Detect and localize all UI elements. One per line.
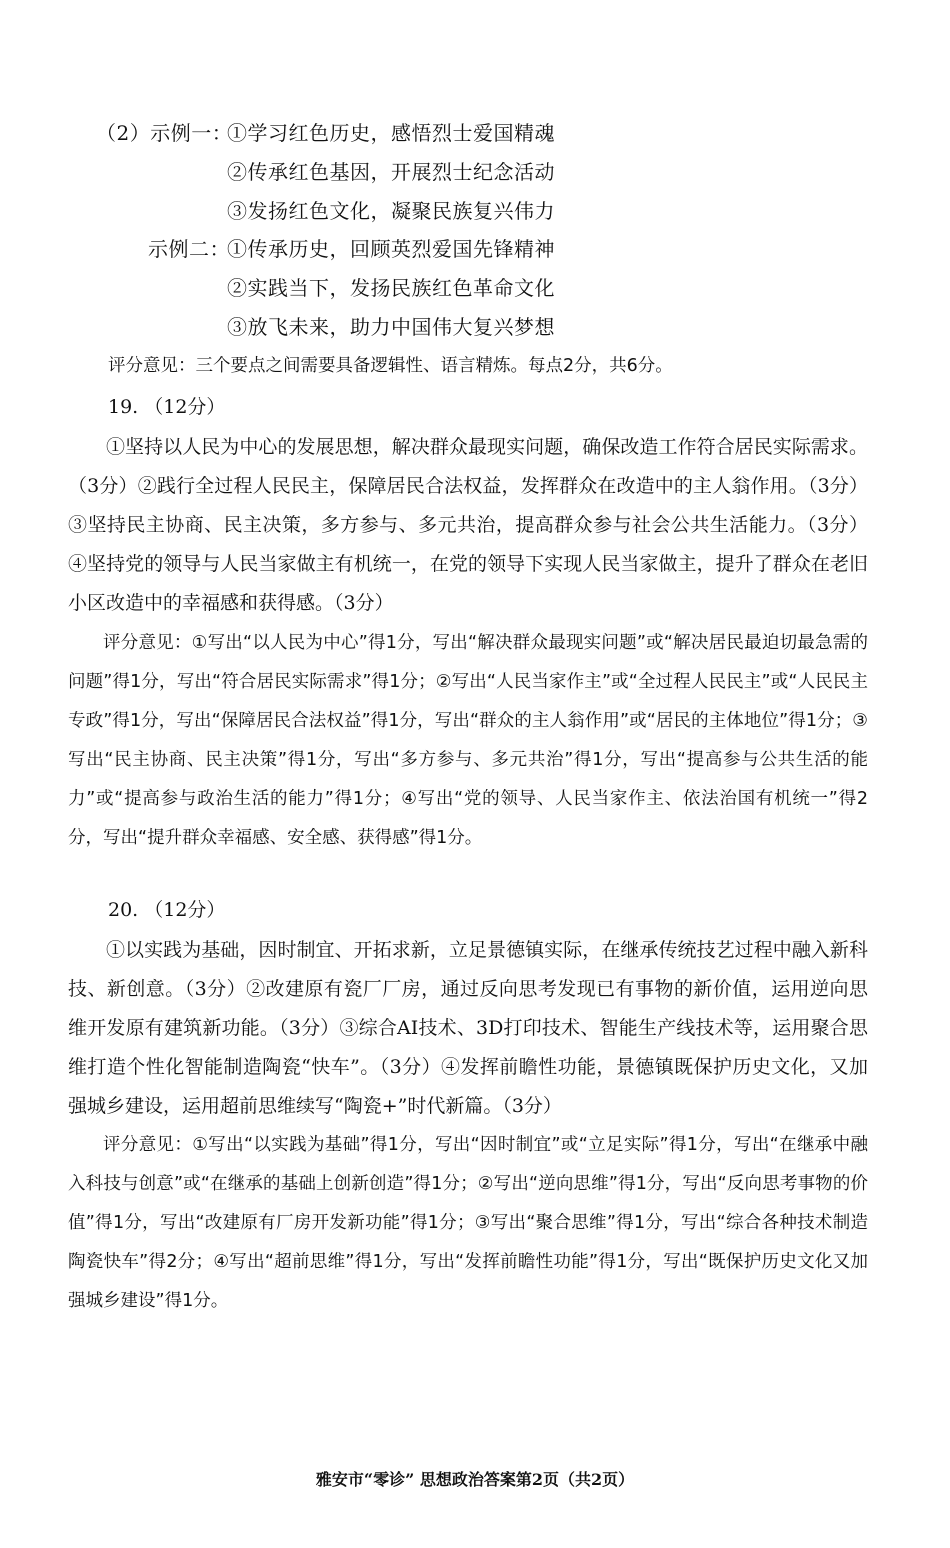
- part2-label2: 示例二：: [148, 237, 230, 261]
- page-footer: 雅安市“零诊” 思想政治答案第2页（共2页）: [315, 1470, 635, 1489]
- example1-item-2: ②传承红色基因，开展烈士纪念活动: [227, 160, 555, 184]
- q19-answer: ①坚持以人民为中心的发展思想，解决群众最现实问题，确保改造工作符合居民实际需求。（3分）②践行全过程人民民主，保障居民合法权益，发挥群众在改造中的主人翁作用。（3分）③坚持民主协商、民主决策，多方参与、多元共治，提高群众参与社会公共生活能力。（3分）④坚持党的领导与人民当家做主有机统一，在党的领导下实现人民当家做主，提升了群众在老旧小区改造中的幸福感和获得感。（3分）: [68, 436, 868, 614]
- q19-heading: 19. （12分）: [108, 396, 226, 418]
- example1-item-3: ③发扬红色文化，凝聚民族复兴伟力: [227, 199, 555, 223]
- q20-scoring: 评分意见：①写出“以实践为基础”得1分，写出“因时制宜”或“立足实际”得1分，写出“在继承中融入科技与创意”或“在继承的基础上创新创造”得1分；②写出“逆向思维”得1分，写出“反向思考事物的价值”得1分，写出“改建原有厂房开发新功能”得1分；③写出“聚合思维”得1分，写出“综合各种技术制造陶瓷快车”得2分；④写出“超前思维”得1分，写出“发挥前瞻性功能”得1分，写出“既保护历史文化又加强城乡建设”得1分。: [68, 1135, 868, 1311]
- example2-item-1: ①传承历史，回顾英烈爱国先锋精神: [227, 237, 555, 261]
- example2-item-2: ②实践当下，发扬民族红色革命文化: [227, 276, 555, 300]
- q19-scoring: 评分意见：①写出“以人民为中心”得1分，写出“解决群众最现实问题”或“解决居民最迫切最急需的问题”得1分，写出“符合居民实际需求”得1分；②写出“人民当家作主”或“全过程人民民主”或“人民民主专政”得1分，写出“保障居民合法权益”得1分，写出“群众的主人翁作用”或“居民的主体地位”得1分；③写出“民主协商、民主决策”得1分，写出“多方参与、多元共治”得1分，写出“提高参与公共生活的能力”或“提高参与政治生活的能力”得1分；④写出“党的领导、人民当家作主、依法治国有机统一”得2分，写出“提升群众幸福感、安全感、获得感”得1分。: [68, 633, 868, 848]
- part2-scoring: 评分意见：三个要点之间需要具备逻辑性、语言精炼。每点2分，共6分。: [108, 356, 673, 376]
- q20-heading: 20. （12分）: [108, 899, 226, 921]
- example1-item-1: ①学习红色历史，感悟烈士爱国精魂: [227, 121, 555, 145]
- q20-answer: ①以实践为基础，因时制宜、开拓求新，立足景德镇实际，在继承传统技艺过程中融入新科技、新创意。（3分）②改建原有瓷厂厂房，通过反向思考发现已有事物的新价值，运用逆向思维开发原有建筑新功能。（3分）③综合AI技术、3D打印技术、智能生产线技术等，运用聚合思维打造个性化智能制造陶瓷“快车”。（3分）④发挥前瞻性功能，景德镇既保护历史文化，又加强城乡建设，运用超前思维续写“陶瓷+”时代新篇。（3分）: [68, 939, 868, 1117]
- example2-item-3: ③放飞未来，助力中国伟大复兴梦想: [227, 315, 555, 339]
- part2-label: （2）示例一：: [96, 121, 233, 145]
